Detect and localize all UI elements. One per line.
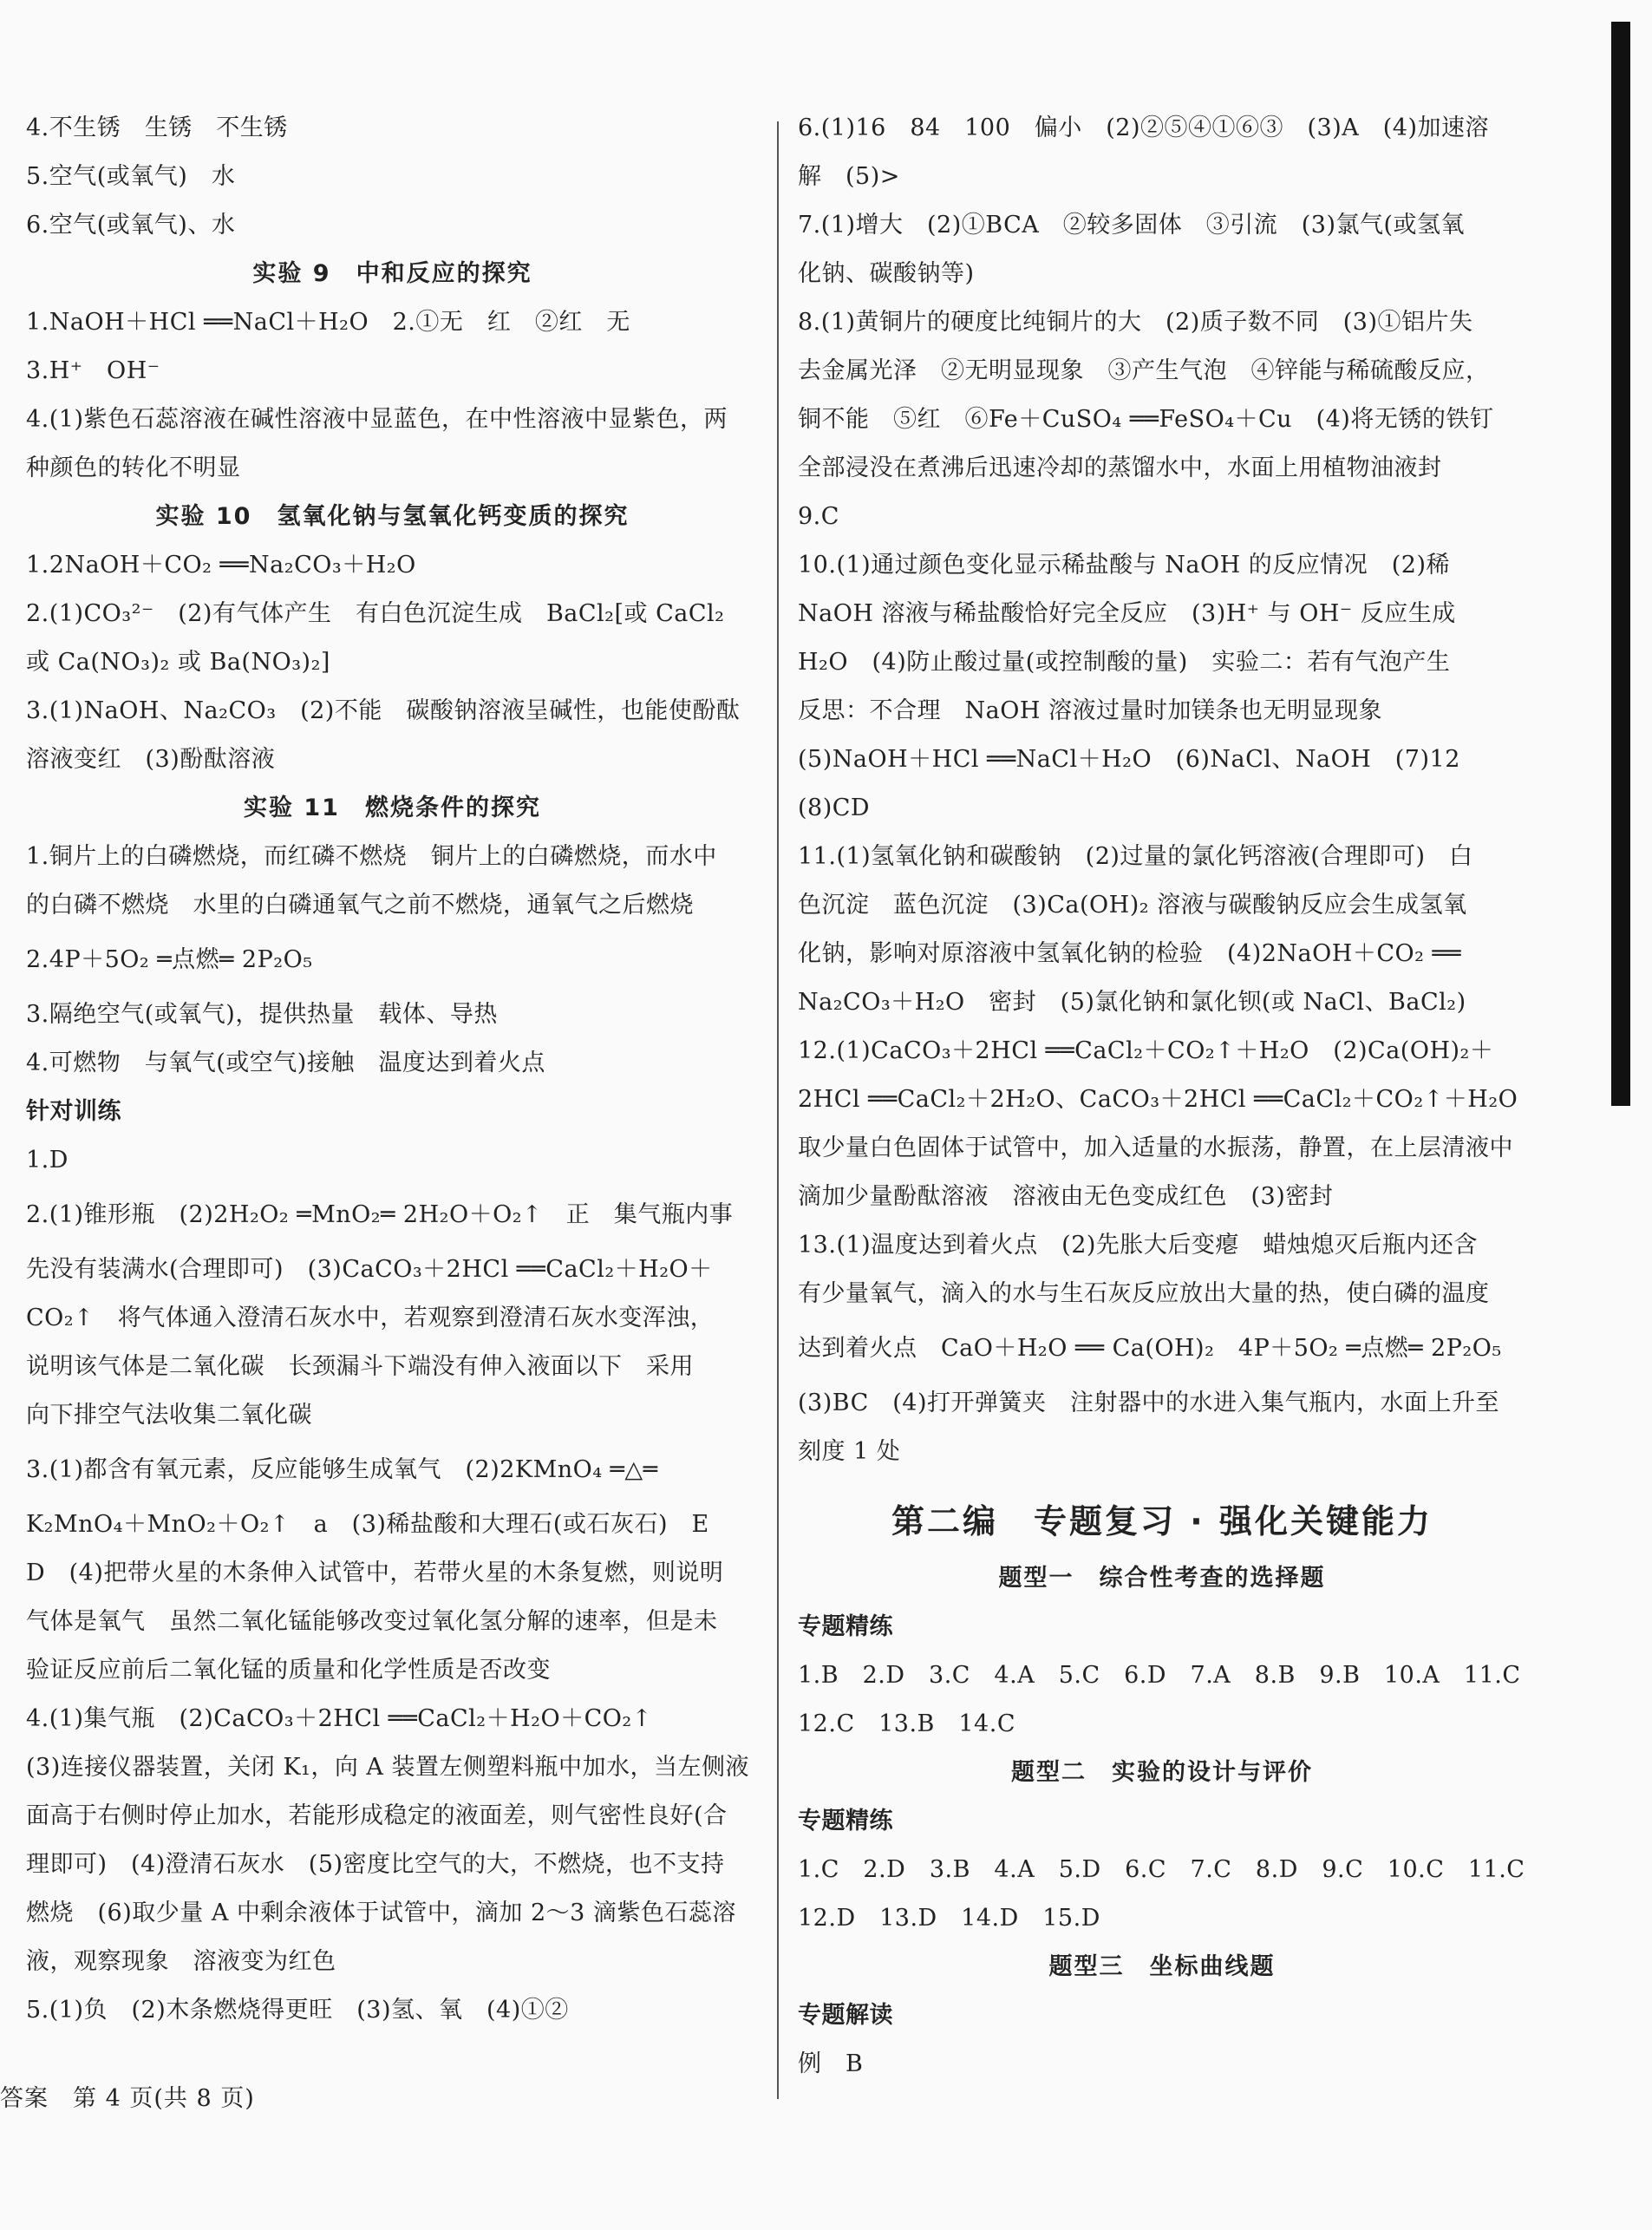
answer-line: 化钠，影响对原溶液中氢氧化钠的检验 (4)2NaOH＋CO₂ ══ <box>798 940 1462 967</box>
answer-line: 滴加少量酚酞溶液 溶液由无色变成红色 (3)密封 <box>798 1183 1334 1210</box>
answer-line: 4.不生锈 生锈 不生锈 <box>26 114 288 141</box>
answer-line: 燃烧 (6)取少量 A 中剩余液体于试管中，滴加 2～3 滴紫色石蕊溶 <box>26 1900 736 1926</box>
answer-line: 12.C 13.B 14.C <box>798 1710 1015 1737</box>
answer-line: 的白磷不燃烧 水里的白磷通氧气之前不燃烧，通氧气之后燃烧 <box>26 892 694 919</box>
answer-line: 4.(1)集气瓶 (2)CaCO₃＋2HCl ══CaCl₂＋H₂O＋CO₂↑ <box>26 1705 652 1732</box>
answer-line: 2HCl ══CaCl₂＋2H₂O、CaCO₃＋2HCl ══CaCl₂＋CO₂↑＋H₂O <box>798 1086 1518 1113</box>
answer-line: 1.NaOH＋HCl ══NaCl＋H₂O 2.①无 红 ②红 无 <box>26 309 630 336</box>
answer-line: (8)CD <box>798 795 871 821</box>
answer-line: 反思：不合理 NaOH 溶液过量时加镁条也无明显现象 <box>798 697 1382 724</box>
section-heading: 实验 11 燃烧条件的探究 <box>244 795 541 821</box>
left-column <box>26 104 759 2035</box>
answer-line: (3)连接仪器装置，关闭 K₁，向 A 装置左侧塑料瓶中加水，当左侧液 <box>26 1754 749 1781</box>
answer-line: 1.B 2.D 3.C 4.A 5.C 6.D 7.A 8.B 9.B 10.A 11.C <box>798 1662 1521 1689</box>
answer-line: 3.(1)都含有氧元素，反应能够生成氧气 (2)2KMnO₄ ═△═ <box>26 1456 658 1483</box>
answer-line: 向下排空气法收集二氧化碳 <box>26 1402 312 1429</box>
answer-line: 12.D 13.D 14.D 15.D <box>798 1905 1100 1932</box>
part-title: 第二编 专题复习 · 强化关键能力 <box>891 1502 1433 1540</box>
answer-line: 液，观察现象 溶液变为红色 <box>26 1948 336 1975</box>
answer-line: 例 B <box>798 2050 864 2077</box>
section-heading: 题型一 综合性考查的选择题 <box>998 1565 1326 1592</box>
answer-line: 溶液变红 (3)酚酞溶液 <box>26 746 276 773</box>
answer-line: 说明该气体是二氧化碳 长颈漏斗下端没有伸入液面以下 采用 <box>26 1353 694 1380</box>
answer-line: 有少量氧气，滴入的水与生石灰反应放出大量的热，使白磷的温度 <box>798 1280 1490 1307</box>
answer-line: 面高于右侧时停止加水，若能形成稳定的液面差，则气密性良好(合 <box>26 1802 728 1829</box>
answer-line: 3.(1)NaOH、Na₂CO₃ (2)不能 碳酸钠溶液呈碱性，也能使酚酞 <box>26 697 741 724</box>
answer-line: 铜不能 ⑤红 ⑥Fe＋CuSO₄ ══FeSO₄＋Cu (4)将无锈的铁钉 <box>798 406 1494 433</box>
answer-line: 理即可) (4)澄清石灰水 (5)密度比空气的大，不燃烧，也不支持 <box>26 1851 725 1878</box>
section-heading: 题型三 坐标曲线题 <box>1048 1953 1276 1980</box>
answer-line: 5.空气(或氧气) 水 <box>26 163 236 190</box>
answer-line: 刻度 1 处 <box>798 1438 901 1465</box>
right-column <box>798 104 1526 2089</box>
answer-line: 1.C 2.D 3.B 4.A 5.D 6.C 7.C 8.D 9.C 10.C 11.C <box>798 1856 1525 1883</box>
answer-line: NaOH 溶液与稀盐酸恰好完全反应 (3)H⁺ 与 OH⁻ 反应生成 <box>798 600 1456 627</box>
answer-line: 全部浸没在煮沸后迅速冷却的蒸馏水中，水面上用植物油液封 <box>798 455 1442 481</box>
answer-line: (5)NaOH＋HCl ══NaCl＋H₂O (6)NaCl、NaOH (7)12 <box>798 746 1460 773</box>
answer-line: 验证反应前后二氧化锰的质量和化学性质是否改变 <box>26 1657 551 1684</box>
answer-line: 8.(1)黄铜片的硬度比纯铜片的大 (2)质子数不同 (3)①铝片失 <box>798 309 1473 336</box>
answer-line: 去金属光泽 ②无明显现象 ③产生气泡 ④锌能与稀硫酸反应， <box>798 357 1490 384</box>
answer-line: 7.(1)增大 (2)①BCA ②较多固体 ③引流 (3)氯气(或氢氧 <box>798 212 1466 239</box>
subsection-label: 专题精练 <box>798 1613 893 1640</box>
answer-line: 9.C <box>798 503 839 530</box>
answer-line: 4.可燃物 与氧气(或空气)接触 温度达到着火点 <box>26 1050 545 1076</box>
answer-line: 10.(1)通过颜色变化显示稀盐酸与 NaOH 的反应情况 (2)稀 <box>798 552 1450 579</box>
answer-line: 1.2NaOH＋CO₂ ══Na₂CO₃＋H₂O <box>26 552 416 579</box>
answer-line: 2.4P＋5O₂ ═点燃═ 2P₂O₅ <box>26 946 313 973</box>
answer-line: 先没有装满水(合理即可) (3)CaCO₃＋2HCl ══CaCl₂＋H₂O＋ <box>26 1256 713 1283</box>
section-heading: 题型二 实验的设计与评价 <box>1011 1759 1313 1786</box>
answer-line: Na₂CO₃＋H₂O 密封 (5)氯化钠和氯化钡(或 NaCl、BaCl₂) <box>798 989 1466 1016</box>
answer-line: 取少量白色固体于试管中，加入适量的水振荡，静置，在上层清液中 <box>798 1135 1513 1161</box>
answer-line: 化钠、碳酸钠等) <box>798 260 975 287</box>
subsection-label: 专题精练 <box>798 1808 893 1834</box>
answer-line: 2.(1)锥形瓶 (2)2H₂O₂ ═MnO₂═ 2H₂O＋O₂↑ 正 集气瓶内事 <box>26 1201 734 1228</box>
answer-line: 5.(1)负 (2)木条燃烧得更旺 (3)氢、氧 (4)①② <box>26 1997 569 2024</box>
answer-line: 6.空气(或氧气)、水 <box>26 212 236 239</box>
section-heading: 实验 9 中和反应的探究 <box>252 260 532 287</box>
answer-line: 或 Ca(NO₃)₂ 或 Ba(NO₃)₂] <box>26 649 330 676</box>
edge-shadow-bar <box>1611 22 1630 1106</box>
answer-line: 11.(1)氢氧化钠和碳酸钠 (2)过量的氯化钙溶液(合理即可) 白 <box>798 843 1473 870</box>
answer-line: 12.(1)CaCO₃＋2HCl ══CaCl₂＋CO₂↑＋H₂O (2)Ca(OH)₂＋ <box>798 1037 1494 1064</box>
section-heading: 实验 10 氢氧化钠与氢氧化钙变质的探究 <box>155 503 630 530</box>
answer-line: 3.隔绝空气(或氧气)，提供热量 载体、导热 <box>26 1001 498 1028</box>
answer-line: 4.(1)紫色石蕊溶液在碱性溶液中显蓝色，在中性溶液中显紫色，两 <box>26 406 728 433</box>
answer-line: 种颜色的转化不明显 <box>26 455 241 481</box>
answer-line: 气体是氧气 虽然二氧化锰能够改变过氧化氢分解的速率，但是未 <box>26 1608 718 1635</box>
answer-line: 1.铜片上的白磷燃烧，而红磷不燃烧 铜片上的白磷燃烧，而水中 <box>26 843 717 870</box>
answer-line: CO₂↑ 将气体通入澄清石灰水中，若观察到澄清石灰水变浑浊， <box>26 1305 715 1331</box>
column-divider <box>777 121 779 2099</box>
subsection-label: 针对训练 <box>26 1098 121 1125</box>
answer-line: 色沉淀 蓝色沉淀 (3)Ca(OH)₂ 溶液与碳酸钠反应会生成氢氧 <box>798 892 1467 919</box>
answer-line: K₂MnO₄＋MnO₂＋O₂↑ a (3)稀盐酸和大理石(或石灰石) E <box>26 1511 709 1538</box>
answer-line: 1.D <box>26 1147 69 1174</box>
answer-line: (3)BC (4)打开弹簧夹 注射器中的水进入集气瓶内，水面上升至 <box>798 1390 1499 1416</box>
answer-line: 6.(1)16 84 100 偏小 (2)②⑤④①⑥③ (3)A (4)加速溶 <box>798 114 1489 141</box>
answer-line: D (4)把带火星的木条伸入试管中，若带火星的木条复燃，则说明 <box>26 1560 724 1586</box>
answer-line: 3.H⁺ OH⁻ <box>26 357 160 384</box>
answer-line: H₂O (4)防止酸过量(或控制酸的量) 实验二：若有气泡产生 <box>798 649 1451 676</box>
answer-line: 13.(1)温度达到着火点 (2)先胀大后变瘪 蜡烛熄灭后瓶内还含 <box>798 1232 1478 1259</box>
answer-line: 2.(1)CO₃²⁻ (2)有气体产生 有白色沉淀生成 BaCl₂[或 CaCl₂ <box>26 600 725 627</box>
subsection-label: 专题解读 <box>798 2002 893 2029</box>
page-footer: 答案 第 4 页(共 8 页) <box>0 2085 255 2112</box>
answer-line: 达到着火点 CaO＋H₂O ══ Ca(OH)₂ 4P＋5O₂ ═点燃═ 2P₂O₅ <box>798 1335 1502 1362</box>
answer-line: 解 (5)> <box>798 163 900 190</box>
